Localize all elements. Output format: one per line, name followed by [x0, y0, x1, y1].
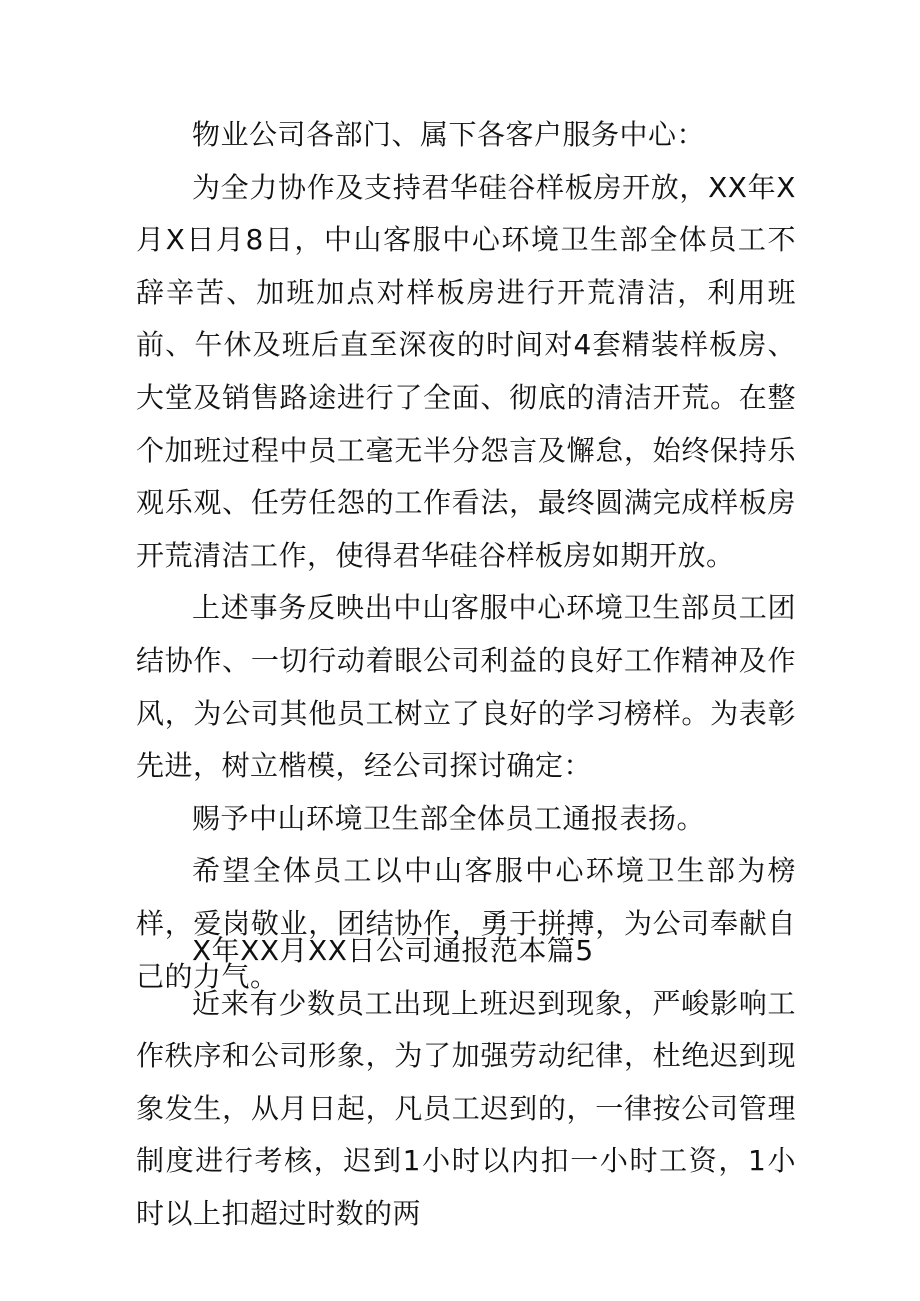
- body-paragraph: 希望全体员工以中山客服中心环境卫生部为榜样，爱岗敬业，团结协作，勇于拼搏，为公司奉献自己的力气。: [136, 854, 796, 993]
- section-heading: X年XX月XX日公司通报范本篇5: [192, 934, 594, 967]
- body-paragraph: 为全力协作及支持君华硅谷样板房开放，XX年X月X日月8日，中山客服中心环境卫生部全体员工不辞辛苦、加班加点对样板房进行开荒清洁，利用班前、午休及班后直至深夜的时间对4套精装样板房、大堂及销售路途进行了全面、彻底的清洁开荒。在整个加班过程中员工毫无半分怨言及懈怠，始终保持乐观乐观、任劳任怨的工作看法，最终圆满完成样板房开荒清洁工作，使得君华硅谷样板房如期开放。: [136, 170, 796, 572]
- body-paragraph: 上述事务反映出中山客服中心环境卫生部员工团结协作、一切行动着眼公司利益的良好工作精神及作风，为公司其他员工树立了良好的学习榜样。为表彰先进，树立楷模，经公司探讨确定：: [136, 591, 796, 783]
- template-section: [136, 925, 796, 1241]
- body-paragraph: 赐予中山环境卫生部全体员工通报表扬。: [192, 801, 706, 835]
- salutation: 物业公司各部门、属下各客户服务中心：: [192, 118, 706, 151]
- body-paragraph: 近来有少数员工出现上班迟到现象，严峻影响工作秩序和公司形象，为了加强劳动纪律，杜绝迟到现象发生，从月日起，凡员工迟到的，一律按公司管理制度进行考核，迟到1小时以内扣一小时工资，1小时以上扣超过时数的两: [136, 986, 796, 1230]
- notice-section: [136, 109, 796, 1003]
